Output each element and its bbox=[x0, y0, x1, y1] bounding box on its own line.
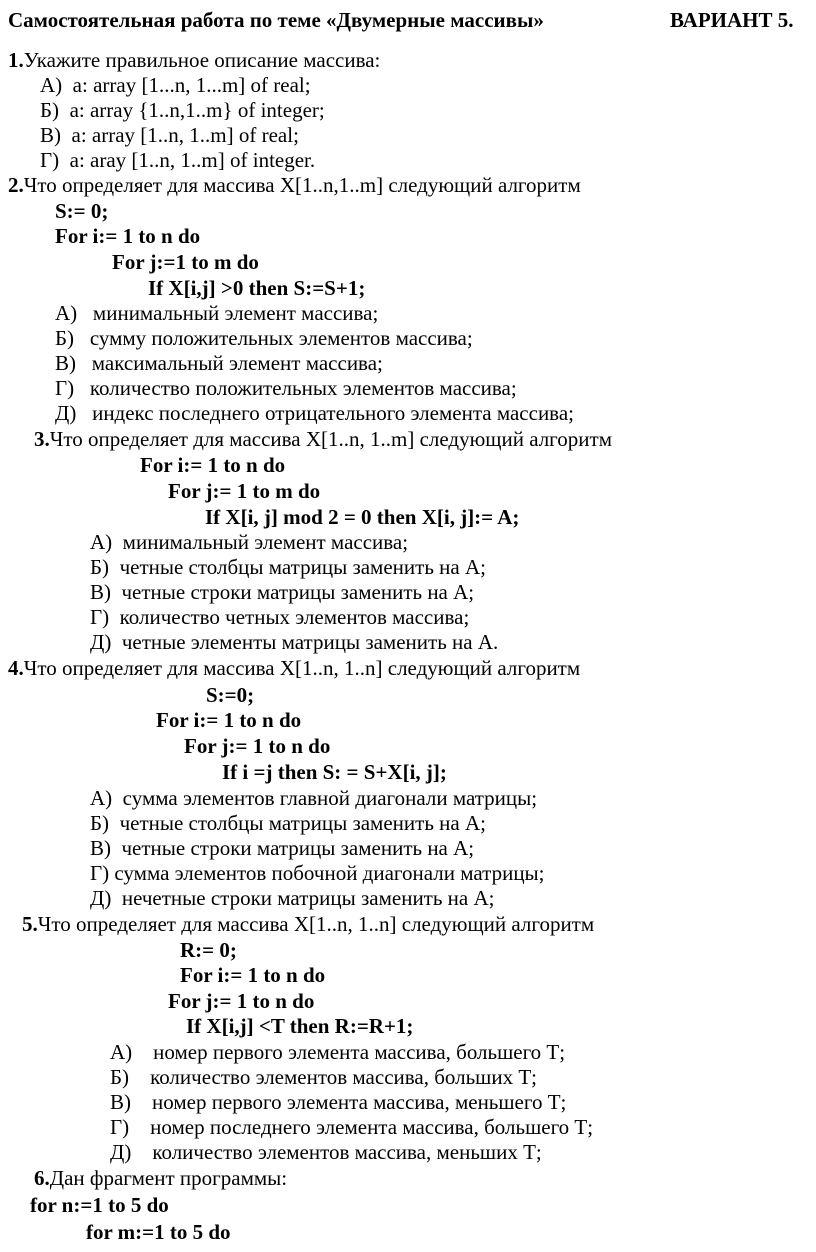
code-line: If i =j then S: = S+X[i, j]; bbox=[222, 760, 447, 784]
q3-option-b bbox=[90, 555, 486, 580]
q3-option-c bbox=[90, 580, 474, 605]
code-line: For j:= 1 to m do bbox=[168, 479, 321, 503]
option-text: сумма элементов главной диагонали матрицы; bbox=[122, 786, 538, 810]
question-6 bbox=[34, 1166, 287, 1191]
option-text: индекс последнего отрицательного элемента массива; bbox=[92, 401, 574, 425]
question-text: Что определяет для массива X[1..n,1..m] следующий алгоритм bbox=[23, 173, 581, 197]
option-letter: В) bbox=[90, 580, 111, 604]
q5-option-e bbox=[110, 1140, 542, 1165]
option-text: a: array {1..n,1..m} of integer; bbox=[69, 98, 325, 122]
option-text: нечетные строки матрицы заменить на А; bbox=[121, 886, 495, 910]
code-line: For j:= 1 to n do bbox=[168, 989, 315, 1013]
q5-option-d bbox=[110, 1115, 593, 1140]
question-5 bbox=[22, 912, 594, 937]
code-line: If X[i,j] <T then R:=R+1; bbox=[186, 1014, 414, 1038]
code-line: If X[i, j] mod 2 = 0 then X[i, j]:= A; bbox=[205, 505, 520, 529]
option-text: количество элементов массива, больших Т; bbox=[150, 1065, 538, 1089]
question-number: 6. bbox=[34, 1166, 50, 1190]
question-text: Укажите правильное описание массива: bbox=[23, 48, 381, 72]
option-text: четные строки матрицы заменить на А; bbox=[121, 836, 475, 860]
q4-option-d bbox=[90, 861, 545, 886]
q5-option-b bbox=[110, 1065, 537, 1090]
question-number: 2. bbox=[8, 173, 24, 197]
code-line: for m:=1 to 5 do bbox=[86, 1220, 231, 1244]
code-line: For i:= 1 to n do bbox=[140, 453, 286, 477]
option-text: четные столбцы матрицы заменить на А; bbox=[119, 811, 486, 835]
q1-option-d bbox=[40, 148, 315, 173]
code-line: For j:= 1 to n do bbox=[184, 734, 331, 758]
code-line: For j:=1 to m do bbox=[112, 250, 259, 274]
q1-option-b bbox=[40, 98, 325, 123]
option-letter: Д) bbox=[90, 630, 112, 654]
option-letter: А) bbox=[55, 301, 78, 325]
code-line: For i:= 1 to n do bbox=[156, 708, 302, 732]
option-text: минимальный элемент массива; bbox=[122, 530, 409, 554]
q5-option-c bbox=[110, 1090, 566, 1115]
option-letter: Г) bbox=[40, 148, 60, 172]
option-letter: В) bbox=[40, 123, 61, 147]
code-line: S:=0; bbox=[206, 683, 255, 707]
q2-option-b bbox=[55, 326, 473, 351]
q1-option-c bbox=[40, 123, 299, 148]
option-text: максимальный элемент массива; bbox=[91, 351, 383, 375]
option-text: номер последнего элемента массива, большего Т; bbox=[150, 1115, 594, 1139]
question-1 bbox=[8, 48, 380, 73]
code-line: For i:= 1 to n do bbox=[180, 963, 326, 987]
option-text: сумму положительных элементов массива; bbox=[89, 326, 473, 350]
question-number: 3. bbox=[34, 427, 50, 451]
q4-option-c bbox=[90, 836, 474, 861]
question-text: Что определяет для массива X[1..n, 1..n] следующий алгоритм bbox=[37, 912, 595, 936]
option-text: количество четных элементов массива; bbox=[119, 605, 470, 629]
question-2 bbox=[8, 173, 581, 198]
question-3 bbox=[34, 427, 612, 452]
q4-option-b bbox=[90, 811, 486, 836]
option-text: сумма элементов побочной диагонали матрицы; bbox=[114, 861, 545, 885]
code-line: R:= 0; bbox=[180, 938, 237, 962]
q3-option-a bbox=[90, 530, 408, 555]
option-letter: Б) bbox=[90, 811, 110, 835]
question-text: Дан фрагмент программы: bbox=[49, 1166, 288, 1190]
question-4 bbox=[8, 656, 580, 681]
option-letter: В) bbox=[90, 836, 111, 860]
question-text: Что определяет для массива X[1..n, 1..m] следующий алгоритм bbox=[49, 427, 612, 451]
option-letter: В) bbox=[55, 351, 76, 375]
q1-option-a bbox=[40, 73, 311, 98]
q5-option-a bbox=[110, 1040, 565, 1065]
option-letter: Д) bbox=[90, 886, 112, 910]
option-text: номер первого элемента массива, большего Т; bbox=[153, 1040, 566, 1064]
question-number: 1. bbox=[8, 48, 24, 72]
q2-option-e bbox=[55, 401, 574, 426]
code-line: If X[i,j] >0 then S:=S+1; bbox=[148, 276, 366, 300]
option-text: четные элементы матрицы заменить на А. bbox=[121, 630, 499, 654]
option-text: a: array [1..n, 1..m] of real; bbox=[71, 123, 299, 147]
code-line: for n:=1 to 5 do bbox=[30, 1193, 169, 1217]
option-letter: Г) bbox=[90, 861, 110, 885]
q3-option-d bbox=[90, 605, 469, 630]
option-letter: Г) bbox=[110, 1115, 130, 1139]
q2-option-d bbox=[55, 376, 517, 401]
question-number: 4. bbox=[8, 656, 24, 680]
option-letter: Г) bbox=[55, 376, 75, 400]
option-text: количество положительных элементов массива; bbox=[89, 376, 517, 400]
option-text: номер первого элемента массива, меньшего Т; bbox=[152, 1090, 567, 1114]
question-number: 5. bbox=[22, 912, 38, 936]
q4-option-e bbox=[90, 886, 495, 911]
option-letter: Б) bbox=[40, 98, 60, 122]
option-text: четные столбцы матрицы заменить на А; bbox=[119, 555, 486, 579]
q3-option-e bbox=[90, 630, 498, 655]
option-letter: Б) bbox=[55, 326, 75, 350]
option-letter: В) bbox=[110, 1090, 131, 1114]
code-line: For i:= 1 to n do bbox=[55, 224, 201, 248]
option-text: a: aray [1..n, 1..m] of integer. bbox=[69, 148, 316, 172]
variant-label: ВАРИАНТ 5. bbox=[670, 8, 794, 32]
option-letter: Д) bbox=[55, 401, 77, 425]
option-text: количество элементов массива, меньших Т; bbox=[152, 1140, 542, 1164]
option-letter: Б) bbox=[110, 1065, 130, 1089]
q4-option-a bbox=[90, 786, 537, 811]
option-letter: Г) bbox=[90, 605, 110, 629]
q2-option-c bbox=[55, 351, 383, 376]
option-letter: А) bbox=[40, 73, 63, 97]
option-text: минимальный элемент массива; bbox=[92, 301, 379, 325]
option-letter: А) bbox=[90, 530, 113, 554]
document-title: Самостоятельная работа по теме «Двумерные массивы» bbox=[8, 8, 544, 32]
option-letter: Б) bbox=[90, 555, 110, 579]
option-letter: Д) bbox=[110, 1140, 132, 1164]
q2-option-a bbox=[55, 301, 378, 326]
option-letter: А) bbox=[90, 786, 113, 810]
question-text: Что определяет для массива X[1..n, 1..n] следующий алгоритм bbox=[23, 656, 581, 680]
option-letter: А) bbox=[110, 1040, 133, 1064]
option-text: четные строки матрицы заменить на А; bbox=[121, 580, 475, 604]
option-text: a: array [1...n, 1...m] of real; bbox=[72, 73, 311, 97]
code-line: S:= 0; bbox=[55, 199, 109, 223]
